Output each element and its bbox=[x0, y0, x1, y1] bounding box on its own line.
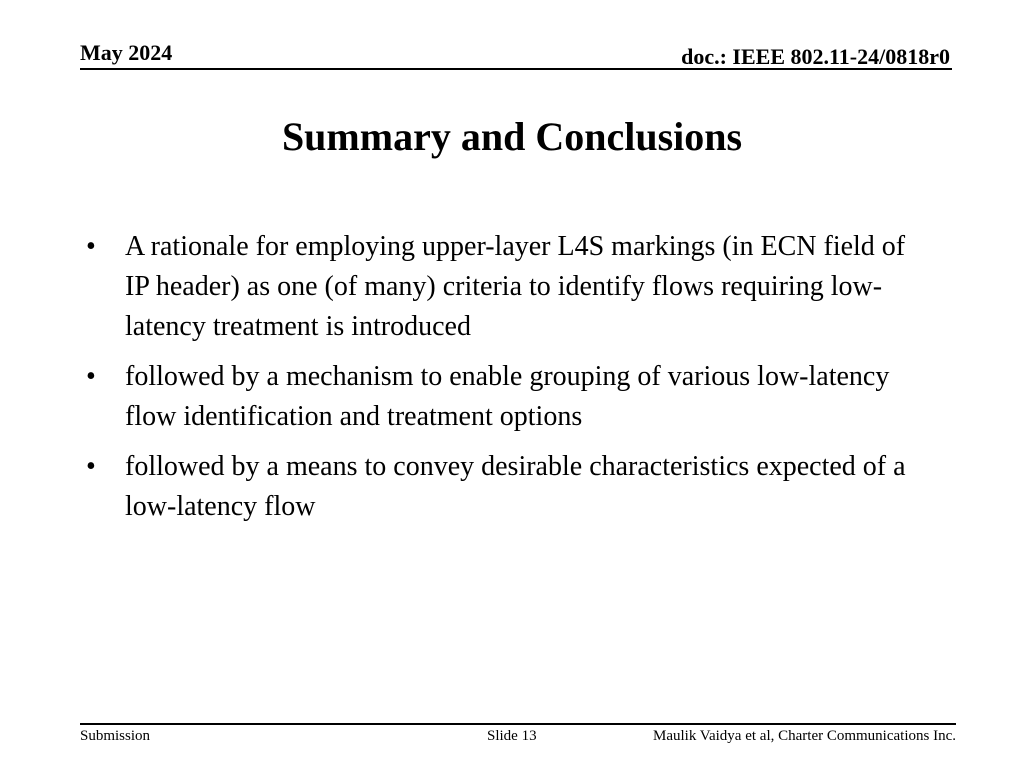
bullet-text: followed by a means to convey desirable characteristics expected of a low-latency flow bbox=[125, 451, 906, 522]
header-divider bbox=[80, 68, 952, 70]
footer-submission: Submission bbox=[80, 728, 151, 744]
bullet-list bbox=[86, 227, 906, 537]
bullet-item bbox=[86, 227, 906, 347]
footer-authors: Maulik Vaidya et al, Charter Communications Inc. bbox=[653, 728, 956, 744]
bullet-item bbox=[86, 357, 906, 437]
footer-slide-number: Slide 13 bbox=[487, 728, 537, 744]
header-date: May 2024 bbox=[80, 40, 173, 65]
footer-divider bbox=[80, 723, 956, 725]
bullet-icon: • bbox=[86, 451, 96, 482]
bullet-text: followed by a mechanism to enable grouping of various low-latency flow identification and treatment options bbox=[125, 361, 890, 432]
header-doc-id: doc.: IEEE 802.11-24/0818r0 bbox=[681, 44, 950, 69]
bullet-item bbox=[86, 447, 906, 527]
bullet-icon: • bbox=[86, 361, 96, 392]
bullet-icon: • bbox=[86, 231, 96, 262]
bullet-text: A rationale for employing upper-layer L4S markings (in ECN field of IP header) as one (of many) criteria to identify flows requiring low-latency treatment is introduced bbox=[125, 231, 906, 342]
slide-title: Summary and Conclusions bbox=[281, 114, 743, 159]
